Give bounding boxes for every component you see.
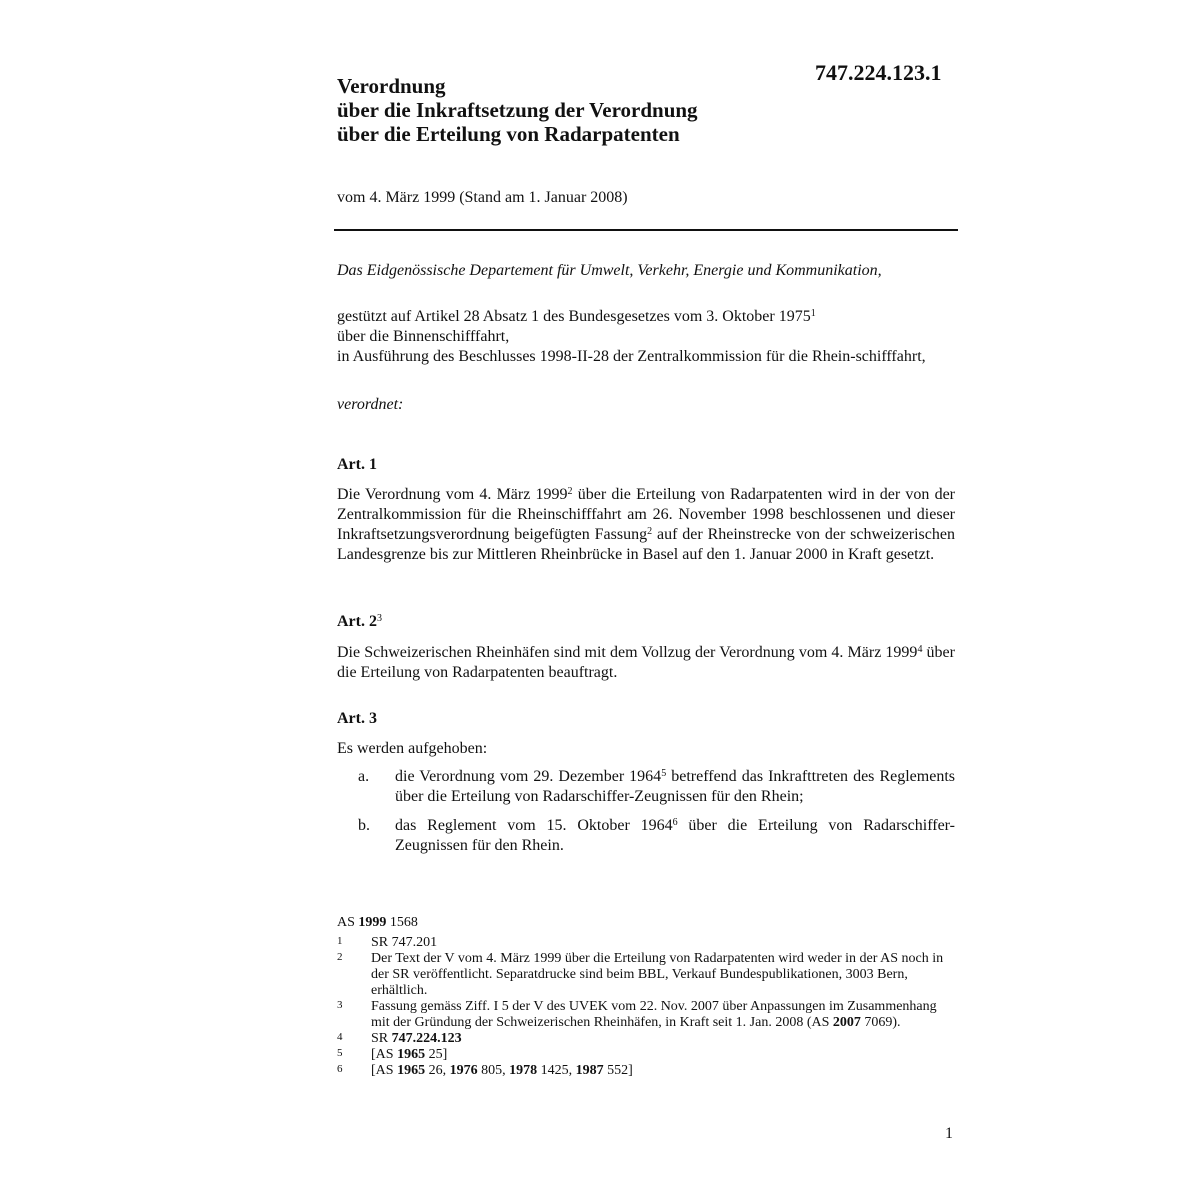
footnotes: [337, 935, 947, 1079]
document-title: [337, 74, 807, 146]
footnote-ref[interactable]: 4: [917, 644, 923, 655]
legal-basis: [337, 307, 955, 367]
title-divider: [334, 229, 958, 231]
footnote-ref[interactable]: 2: [567, 486, 573, 497]
article-2-text: Die Schweizerischen Rheinhäfen sind mit dem Vollzug der Verordnung vom 4. März 1999$^4$ über die Erteilung von Radarpatenten beauftragt.: [337, 644, 955, 681]
footnote-ref[interactable]: 1: [810, 308, 816, 319]
footnote-number: 5: [337, 1047, 343, 1059]
footnote-5: 5 [AS 1965 25]: [337, 1047, 448, 1062]
article-2-heading: Art. $2^3$: [337, 613, 382, 630]
list-item-label: a.: [358, 768, 370, 785]
list-item: [337, 767, 955, 807]
footnote-ref[interactable]: 2: [647, 526, 653, 537]
footnote-3: 3 Fassung gemäss Ziff. I 5 der V des UVEK vom 22. Nov. 2007 über Anpassungen im Zusammenhang mit der Gründung der Schweizerischen Rheinhäfen, in Kraft seit 1. Jan. 2008 (AS 2007 7069).: [337, 999, 937, 1030]
footnote-number: 6: [337, 1063, 343, 1075]
verordnet-label: verordnet:: [337, 396, 404, 413]
footnote-4: 4 SR 747.224.123: [337, 1031, 462, 1046]
as-reference: AS 1999 1568: [337, 915, 418, 930]
list-item-label: b.: [358, 817, 370, 834]
article-3-heading: Art. 3: [337, 710, 377, 727]
footnote-number: 3: [337, 999, 343, 1011]
title-line: über die Erteilung von Radarpatenten: [337, 122, 680, 146]
title-line: über die Inkraftsetzung der Verordnung: [337, 98, 698, 122]
legal-basis-line: über die Binnenschifffahrt,: [337, 328, 510, 345]
article-3-intro: Es werden aufgehoben:: [337, 740, 488, 757]
footnote-2: 2 Der Text der V vom 4. März 1999 über die Erteilung von Radarpatenten wird weder in der AS noch in der SR veröffentlicht. Separatdrucke sind beim BBL, Verkauf Bundespublikationen, 3003 Bern, erhältlich.: [337, 951, 944, 998]
footnote-ref[interactable]: 6: [672, 817, 678, 828]
footnote-number: 1: [337, 935, 343, 947]
list-item: [337, 816, 955, 856]
article-1-heading: Art. 1: [337, 456, 377, 473]
footnote-1: 1 SR 747.201: [337, 935, 438, 950]
legal-basis-line: in Ausführung des Beschlusses 1998-II-28 der Zentralkommission für die Rhein-schifffahrt,: [337, 348, 926, 365]
document-date: vom 4. März 1999 (Stand am 1. Januar 2008): [337, 189, 628, 206]
footnote-number: 2: [337, 951, 343, 963]
list-item-text: die Verordnung vom 29. Dezember 1964$^5$ betreffend das Inkrafttreten des Reglements über die Erteilung von Radarschiffer-Zeugnissen für den Rhein;: [395, 768, 955, 805]
footnote-6: 6 [AS 1965 26, 1976 805, 1978 1425, 1987 552]: [337, 1063, 633, 1078]
title-line: Verordnung: [337, 74, 446, 98]
footnote-ref[interactable]: 5: [661, 768, 667, 779]
page-number: 1: [945, 1125, 953, 1142]
issuing-authority: Das Eidgenössische Departement für Umwelt, Verkehr, Energie und Kommunikation,: [337, 262, 882, 279]
article-1-text: Die Verordnung vom 4. März 1999$^2$ über die Erteilung von Radarpatenten wird in der von der Zentralkommission für die Rheinschifffahrt am 26. November 1998 beschlossenen und dieser Inkraftsetzungsverordnung beigefügten Fassung$^2$ auf der Rheinstrecke von der schweizerischen Landesgrenze bis zur Mittleren Rheinbrücke in Basel auf den 1. Januar 2000 in Kraft gesetzt.: [337, 486, 956, 563]
sr-number: 747.224.123.1: [815, 60, 942, 85]
legal-basis-line: gestützt auf Artikel 28 Absatz 1 des Bundesgesetzes vom 3. Oktober 1975$^1$: [337, 308, 816, 325]
footnote-ref[interactable]: 3: [376, 613, 382, 624]
footnote-number: 4: [337, 1031, 343, 1043]
list-item-text: das Reglement vom 15. Oktober 1964$^6$ über die Erteilung von Radarschiffer-Zeugnissen für den Rhein.: [395, 817, 956, 854]
